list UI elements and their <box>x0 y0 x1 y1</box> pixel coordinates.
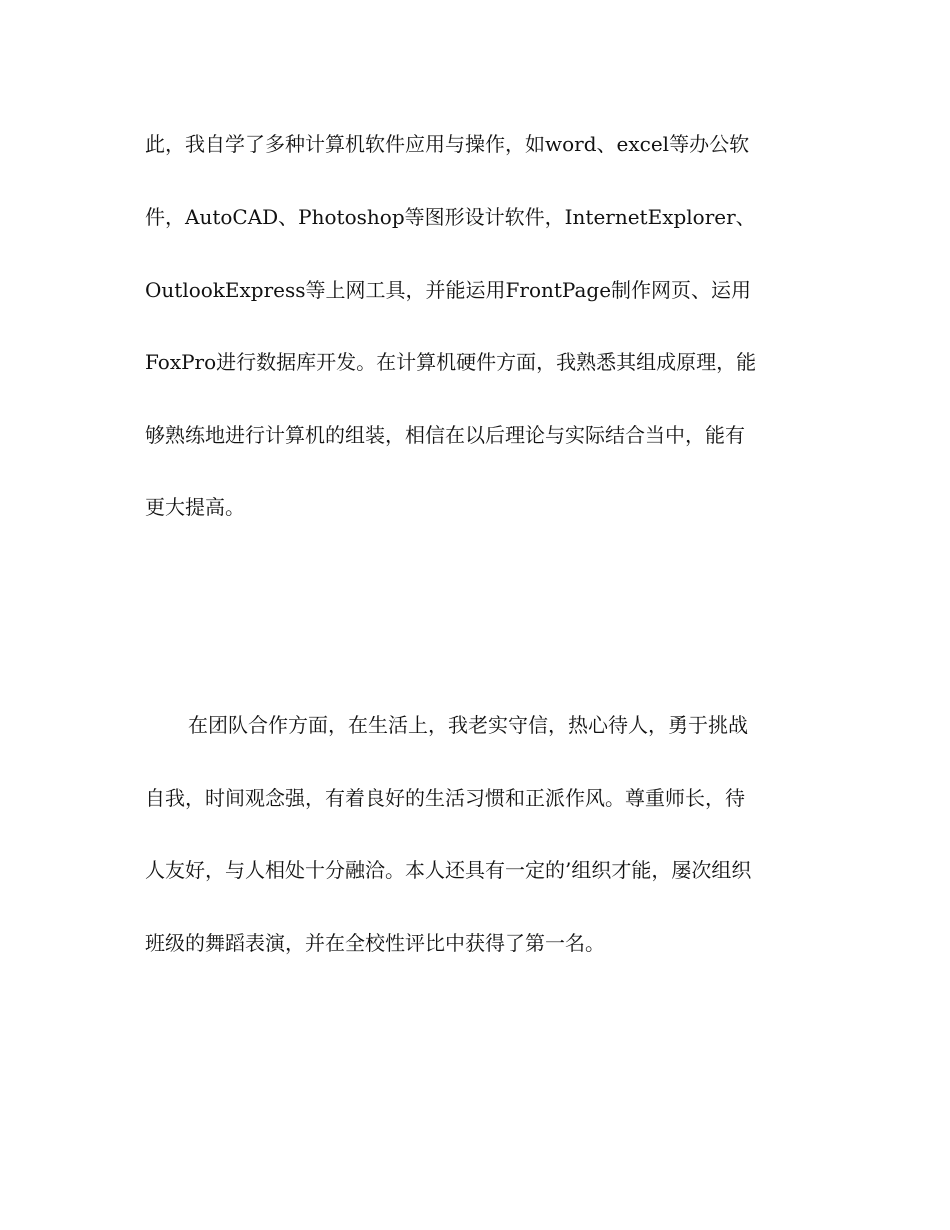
paragraph-line: OutlookExpress等上网工具，并能运用FrontPage制作网页、运用 <box>145 278 752 302</box>
paragraph-line: 更大提高。 <box>145 495 245 519</box>
paragraph-line: FoxPro进行数据库开发。在计算机硬件方面，我熟悉其组成原理，能 <box>145 350 757 374</box>
paragraph-line: 件，AutoCAD、Photoshop等图形设计软件，InternetExplorer、 <box>145 205 756 229</box>
paragraph-line: 够熟练地进行计算机的组装，相信在以后理论与实际结合当中，能有 <box>145 423 745 447</box>
paragraph-line: 人友好，与人相处十分融洽。本人还具有一定的’组织才能，屡次组织 <box>145 858 752 882</box>
paragraph-line: 自我，时间观念强，有着良好的生活习惯和正派作风。尊重师长，待 <box>145 786 745 810</box>
paragraph-line: 在团队合作方面，在生活上，我老实守信，热心待人，勇于挑战 <box>188 713 748 737</box>
paragraph-line: 班级的舞蹈表演，并在全校性评比中获得了第一名。 <box>145 931 605 955</box>
paragraph-line: 此，我自学了多种计算机软件应用与操作，如word、excel等办公软 <box>145 132 750 156</box>
